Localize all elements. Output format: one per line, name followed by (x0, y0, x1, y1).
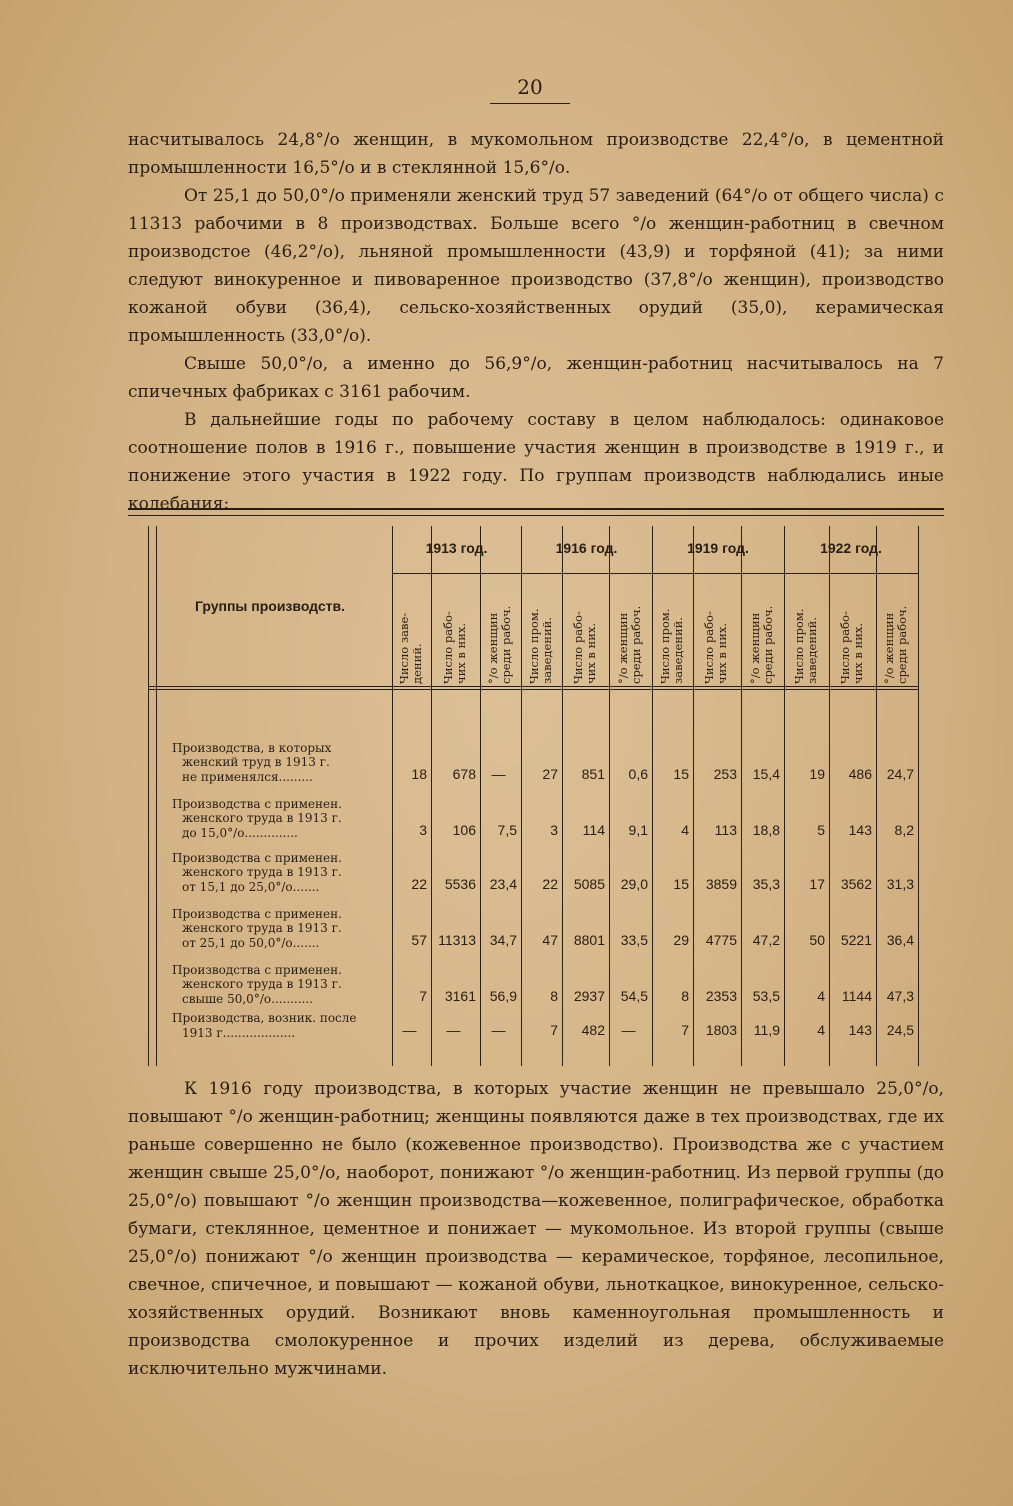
column-rule (829, 526, 830, 1066)
column-rule (918, 526, 919, 1066)
table-cell: 7,5 (497, 822, 517, 838)
table-cell: 11,9 (753, 1022, 780, 1038)
column-rule (431, 526, 432, 1066)
table-left-rule (148, 526, 149, 1066)
table-cell: 33,5 (620, 932, 648, 948)
table-cell: 35,3 (752, 876, 780, 892)
table-cell: 5536 (444, 876, 476, 892)
row-label-line: женского труда в 1913 г. (182, 865, 342, 879)
year-header: 1922 год. (820, 540, 882, 556)
table-cell: 2353 (705, 988, 737, 1004)
row-label-line: женский труд в 1913 г. (182, 755, 330, 769)
table-top-rule (128, 508, 944, 516)
column-rule (652, 526, 653, 1066)
table-cell: 8 (550, 988, 558, 1004)
subcolumn-header: Число пром. заведений. (526, 608, 554, 684)
table-cell: 2937 (573, 988, 605, 1004)
table-cell: 7 (419, 988, 427, 1004)
row-label (172, 797, 392, 841)
table-cell: 253 (713, 766, 737, 782)
row-label-line: Производства с применен. (172, 796, 342, 811)
row-label (172, 741, 392, 785)
table-cell: 24,5 (886, 1022, 914, 1038)
row-label-line: женского труда в 1913 г. (182, 977, 342, 991)
row-label (172, 1011, 392, 1040)
table-cell: — (491, 1022, 506, 1038)
table-cell: 29,0 (620, 876, 648, 892)
subcolumn-header: Число пром. заведений. (657, 608, 685, 684)
table-cell: 47 (542, 932, 558, 948)
table-cell: 36,4 (886, 932, 914, 948)
row-label-line: женского труда в 1913 г. (182, 811, 342, 825)
column-rule (609, 526, 610, 1066)
table-cell: 851 (581, 766, 605, 782)
table-cell: 57 (411, 932, 427, 948)
paragraph: Свыше 50,0°/о, а именно до 56,9°/о, женщин-работниц насчитывалось на 7 спичечных фабриках с 3161 рабочим. (128, 354, 944, 402)
table-cell: 18 (411, 766, 427, 782)
subcolumn-header: °/о женщин среди рабоч. (485, 605, 513, 684)
table-cell: 4775 (705, 932, 737, 948)
paragraph: В дальнейшие годы по рабочему составу в целом наблюдалось: одинаковое соотношение полов в 1916 г., повышение участия женщин в производстве в 1919 г., и понижение этого участия в 1922 году. По группам производств наблюдались иные колебания: (128, 410, 944, 514)
table-cell: 7 (550, 1022, 558, 1038)
table-cell: 15 (673, 876, 689, 892)
table-cell: 15 (673, 766, 689, 782)
statistics-table (128, 508, 944, 1068)
table-cell: 0,6 (628, 766, 648, 782)
paragraph: От 25,1 до 50,0°/о применяли женский труд 57 заведений (64°/о от общего числа) с 11313 рабочими в 8 производствах. Больше всего °/о женщин-работниц в свечном производстое (46,2°/о), льняной промышленности (43,9) и торфяной (41); за ними следуют винокуренное и пивоваренное производство (37,8°/о женщин), производство кожаной обуви (36,4), сельско-хозяйственных орудий (35,0), керамическая промышленность (33,0°/о). (128, 186, 944, 346)
table-cell: 22 (411, 876, 427, 892)
table-cell: 23,4 (489, 876, 517, 892)
table-cell: 4 (817, 1022, 825, 1038)
table-cell: 678 (452, 766, 476, 782)
row-label-line: женского труда в 1913 г. (182, 921, 342, 935)
table-cell: 5085 (573, 876, 605, 892)
table-left-rule (156, 526, 157, 1066)
table-cell: 18,8 (752, 822, 780, 838)
table-cell: 486 (848, 766, 872, 782)
row-label-line: Производства, в которых (172, 740, 332, 755)
text-block-top (128, 126, 944, 518)
column-rule (480, 526, 481, 1066)
table-cell: 34,7 (489, 932, 517, 948)
row-label-line: свыше 50,0°/о........... (182, 991, 314, 1006)
row-label-line: 1913 г................... (182, 1025, 296, 1040)
row-label (172, 963, 392, 1007)
subcolumn-header: °/о женщин среди рабоч. (615, 605, 643, 684)
row-label-line: до 15,0°/о.............. (182, 825, 298, 840)
subcolumn-header: Число рабо- чих в них. (440, 611, 468, 684)
table-cell: 8801 (573, 932, 605, 948)
table-cell: 1803 (705, 1022, 737, 1038)
table-cell: 50 (809, 932, 825, 948)
table-cell: 47,2 (752, 932, 780, 948)
table-cell: — (491, 766, 506, 782)
header-bottom-rule (148, 689, 918, 690)
column-rule (876, 526, 877, 1066)
subcolumn-header: Число рабо- чих в них. (837, 611, 865, 684)
table-cell: 8,2 (894, 822, 914, 838)
table-cell: 19 (809, 766, 825, 782)
table-cell: 54,5 (620, 988, 648, 1004)
table-cell: 24,7 (886, 766, 914, 782)
table-cell: 17 (809, 876, 825, 892)
table-cell: 11313 (438, 932, 476, 948)
table-cell: 113 (714, 822, 737, 838)
table-cell: 4 (817, 988, 825, 1004)
table-cell: 3161 (444, 988, 476, 1004)
row-label-line: от 25,1 до 50,0°/о....... (182, 935, 320, 950)
table-cell: 9,1 (628, 822, 648, 838)
table-cell: 5221 (840, 932, 872, 948)
column-rule (392, 526, 393, 1066)
table-cell: 31,3 (886, 876, 914, 892)
table-cell: 4 (681, 822, 689, 838)
year-header: 1919 год. (687, 540, 749, 556)
text-block-bottom (128, 1075, 944, 1383)
subcolumn-header: Число заве- дений. (396, 612, 424, 684)
table-cell: — (446, 1022, 461, 1038)
table-cell: 8 (681, 988, 689, 1004)
table-cell: 3562 (840, 876, 872, 892)
paragraph: насчитывалось 24,8°/о женщин, в мукомольном производстве 22,4°/о, в цементной промышленности 16,5°/о и в стеклянной 15,6°/о. (128, 130, 944, 178)
column-rule (784, 526, 785, 1066)
row-label (172, 907, 392, 951)
row-label-line: Производства с применен. (172, 850, 342, 865)
column-rule (521, 526, 522, 1066)
table-cell: 5 (817, 822, 825, 838)
table-cell: 1144 (841, 988, 872, 1004)
table-cell: 29 (673, 932, 689, 948)
subcolumn-header: Число рабо- чих в них. (570, 611, 598, 684)
column-rule (693, 526, 694, 1066)
subcolumn-header: Число пром. заведений. (791, 608, 819, 684)
table-cell: 56,9 (489, 988, 517, 1004)
paragraph: К 1916 году производства, в которых участие женщин не превышало 25,0°/о, повышают °/о женщин-работниц; женщины появляются даже в тех производствах, где их раньше совершенно не было (кожевенное производство). Производства же с участием женщин свыше 25,0°/о, наоборот, понижают °/о женщин-работниц. Из первой группы (до 25,0°/о) повышают °/о женщин производства—кожевенное, полиграфическое, обработка бумаги, стеклянное, цементное и понижает — мукомольное. Из второй группы (свыше 25,0°/о) понижают °/о женщин производства — керамическое, торфяное, лесопильное, свечное, спичечное, и повышают — кожаной обуви, льноткацкое, винокуренное, сельско-хозяйственных орудий. Возникают вновь каменноугольная промышленность и производства смолокуренное и прочих изделий из дерева, обслуживаемые исключительно мужчинами. (128, 1079, 944, 1379)
column-rule (741, 526, 742, 1066)
subcolumn-header: Число рабо- чих в них. (702, 611, 729, 684)
year-header: 1916 год. (555, 540, 618, 556)
table-cell: 3859 (705, 876, 737, 892)
row-label-line: не применялся......... (182, 769, 313, 784)
table-cell: 22 (542, 876, 558, 892)
table-cell: 114 (582, 822, 605, 838)
column-rule (562, 526, 563, 1066)
table-cell: 106 (452, 822, 476, 838)
row-label-line: от 15,1 до 25,0°/о....... (182, 879, 320, 894)
header-bottom-rule (148, 686, 918, 687)
table-cell: 3 (419, 822, 427, 838)
row-label (172, 851, 392, 895)
subcolumn-header: °/о женщин среди рабоч. (747, 605, 775, 684)
row-label-line: Производства, возник. после (172, 1011, 357, 1025)
table-cell: 143 (848, 1022, 872, 1038)
table-cell: 53,5 (752, 988, 780, 1004)
table-cell: 143 (848, 822, 872, 838)
subcolumn-header: °/о женщин среди рабоч. (882, 605, 909, 684)
row-label-line: Производства с применен. (172, 906, 342, 921)
table-cell: 47,3 (886, 988, 914, 1004)
row-label-line: Производства с применен. (172, 962, 342, 977)
group-header: Группы производств. (194, 598, 346, 614)
table-cell: 15,4 (752, 766, 780, 782)
page-number: 20 (490, 75, 570, 104)
table-cell: 482 (581, 1022, 605, 1038)
table-cell: — (402, 1022, 417, 1038)
table-cell: 3 (550, 822, 558, 838)
year-header: 1913 год. (425, 540, 488, 556)
table-cell: — (621, 1022, 636, 1038)
table-cell: 27 (542, 766, 558, 782)
table-cell: 7 (681, 1022, 689, 1038)
